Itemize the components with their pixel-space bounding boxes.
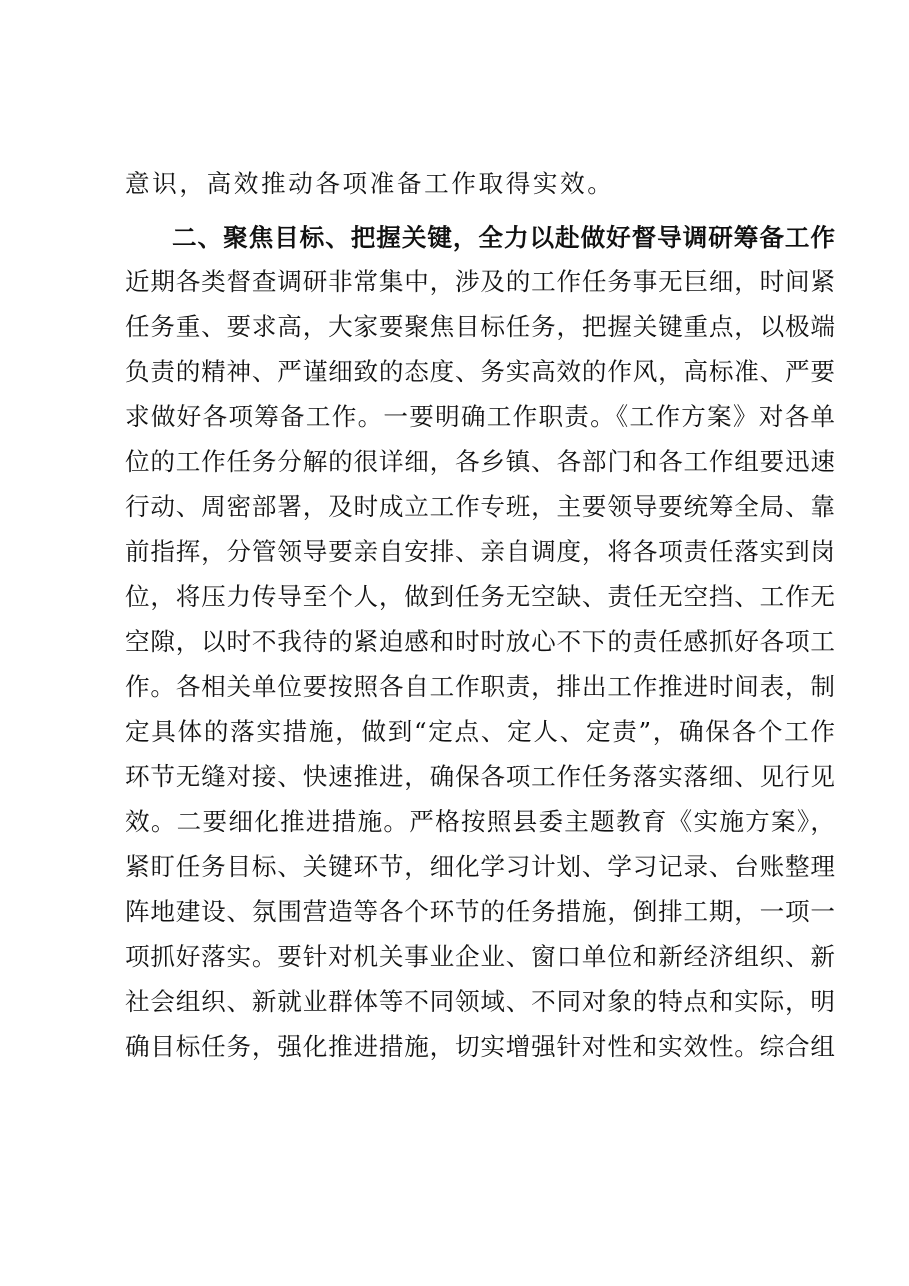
paragraph-line: 负责的精神、严谨细致的态度、务实高效的作风，高标准、严要 <box>125 357 835 386</box>
paragraph-line: 确目标任务，强化推进措施，切实增强针对性和实效性。综合组 <box>125 1032 835 1061</box>
paragraph-line: 作。各相关单位要按照各自工作职责，排出工作推进时间表，制 <box>125 672 835 701</box>
paragraph-line: 行动、周密部署，及时成立工作专班，主要领导要统筹全局、靠 <box>125 492 835 521</box>
paragraph-line: 前指挥，分管领导要亲自安排、亲自调度，将各项责任落实到岗 <box>125 537 835 566</box>
paragraph-line: 近期各类督查调研非常集中，涉及的工作任务事无巨细，时间紧 <box>125 267 835 296</box>
paragraph-line: 环节无缝对接、快速推进，确保各项工作任务落实落细、见行见 <box>125 762 835 791</box>
paragraph-line: 阵地建设、氛围营造等各个环节的任务措施，倒排工期，一项一 <box>125 897 835 926</box>
section-heading: 二、聚焦目标、把握关键，全力以赴做好督导调研筹备工作 <box>172 223 835 252</box>
paragraph-line: 任务重、要求高，大家要聚焦目标任务，把握关键重点，以极端 <box>125 312 835 341</box>
paragraph-line: 意识，高效推动各项准备工作取得实效。 <box>125 169 615 198</box>
paragraph-line: 紧盯任务目标、关键环节，细化学习计划、学习记录、台账整理 <box>125 852 835 881</box>
paragraph-line: 位的工作任务分解的很详细，各乡镇、各部门和各工作组要迅速 <box>125 447 835 476</box>
paragraph-line: 空隙，以时不我待的紧迫感和时时放心不下的责任感抓好各项工 <box>125 627 835 656</box>
paragraph-line: 位，将压力传导至个人，做到任务无空缺、责任无空挡、工作无 <box>125 582 835 611</box>
paragraph-line: 项抓好落实。要针对机关事业企业、窗口单位和新经济组织、新 <box>125 942 835 971</box>
paragraph-line: 效。二要细化推进措施。严格按照县委主题教育《实施方案》， <box>125 807 835 836</box>
paragraph-line: 求做好各项筹备工作。一要明确工作职责。《工作方案》对各单 <box>125 402 835 431</box>
paragraph-line: 社会组织、新就业群体等不同领域、不同对象的特点和实际，明 <box>125 987 835 1016</box>
paragraph-line: 定具体的落实措施，做到“定点、定人、定责”，确保各个工作 <box>125 717 835 746</box>
